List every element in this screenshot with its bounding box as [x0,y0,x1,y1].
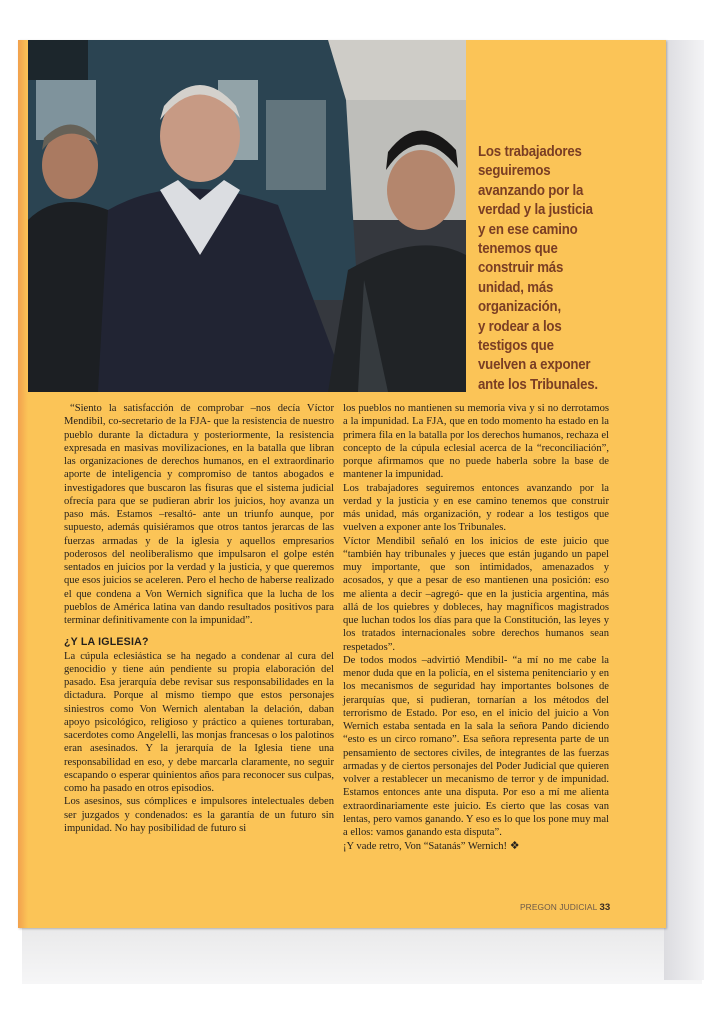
publication-name: PREGON JUDICIAL [520,902,598,912]
pull-quote-line: organización, [478,299,561,316]
news-photo [28,40,466,392]
scan-background-side [664,40,704,980]
page-footer [520,902,610,913]
right-paragraph-1: los pueblos no mantienen su memoria viva y si no derrotamos a la impunidad. La FJA, que en todo momento ha estado en la primera fila en la batalla por los derechos humanos, rechaza el concepto de la cúpula eclesial acerca de la “reconciliación”, porque afirmamos que no puede haberla sobre la base de mantener la impunidad. [343,403,609,481]
pull-quote-line: construir más [478,260,564,277]
pull-quote-line: ante los Tribunales. [478,376,598,393]
right-paragraph-2: Los trabajadores seguiremos entonces avanzando por la verdad y la justicia y en ese camino tenemos que construir más unidad, más organización, y rodear a los testigos que vuelven a exponer ante los Tribunales. [343,482,609,534]
right-paragraph-3: Víctor Mendibil señaló en los inicios de este juicio que “también hay tribunales y jueces que están jugando un papel muy importante, que son intimidados, amenazados y acosados, y que a pesar de eso mantienen una posición: eso me alienta a decir –agregó- que en la justicia argentina, más allá de los quiebres y dobleces, hay magníficos magistrados que luchan todos los días para que la Constitución, las leyes y los tratados internacionales sobre derechos humanos sean respetados”. [343,535,609,653]
left-paragraph-3: Los asesinos, sus cómplices e impulsores intelectuales deben ser juzgados y condenados: es la garantía de un futuro sin impunidad. No hay posibilidad de futuro si [64,796,334,834]
photo-illustration [28,40,466,392]
end-mark-icon: ❖ [509,839,520,853]
pull-quote-line: Los trabajadores [478,144,582,160]
page-number: 33 [599,902,611,913]
pull-quote-line: seguiremos [478,163,551,180]
scan-background [22,926,702,984]
pull-quote-line: avanzando por la [478,182,584,199]
pull-quote-line: unidad, más [478,279,554,296]
closing-line: ¡Y vade retro, Von “Satanás” Wernich! [343,841,508,853]
left-text-column [64,402,334,835]
left-paragraph-1: “Siento la satisfacción de comprobar –nos decía Víctor Mendibil, co-secretario de la FJA- que la resistencia de nuestro pueblo durante la dictadura y posteriormente, la resistencia expresada en masivas movilizaciones, en la batalla que libran las organizaciones de derechos humanos, en el extraordinario aporte de inteligencia y compromiso de tantos abogados e investigadores que buscaron las fisuras que el sistema judicial ofrecía para que se pudieran abrir los juicios, hoy avanza un paso más. Estamos –resaltó- ante un triunfo aunque, por supuesto, además quisiéramos que otros tantos jerarcas de las fuerzas armadas y de la iglesia y aquellos empresarios poderosos del neoliberalismo que impulsaron el golpe estén sentados en juicios por la verdad y la justicia, y que queremos que esos juicios se aceleren. Pero el hecho de haberse realizado el que condena a Von Wernich significa que la lucha de los pueblos de América latina van dando resultados positivos para terminar definitivamente con la impunidad”. [64,403,334,626]
pull-quote-line: tenemos que [478,241,558,258]
right-paragraph-4: De todos modos –advirtió Mendibil- “a mí no me cabe la menor duda que en la policía, en el sistema penitenciario y en los mecanismos de seguridad hay importantes bolsones de jerarquías que, si pudieran, tornarían a los métodos del terrorismo de Estado. Por eso, en el inicio del juicio a Von Wernich estaba sentada en la sala la señora Pando diciendo “esto es un circo romano”. Esa señora representa parte de un pensamiento de sectores civiles, de integrantes de las fuerzas armadas y de ciertos personajes del Poder Judicial que quieren volver a restablecer un mecanismo de terror y de impunidad. Estamos entonces ante una disputa. Por eso a mí me alienta extraordinariamente este juicio. Es cierto que las cosas van lentas, pero vamos ganando. Y eso es lo que los pone muy mal a ellos: vamos ganando esta disputa”. [343,654,609,838]
page-spine-edge [18,40,28,928]
right-paragraph-5 [343,839,609,853]
pull-quote-line: verdad y la justicia [478,202,593,219]
pull-quote-line: y en ese camino [478,221,578,238]
section-subhead: ¿Y LA IGLESIA? [64,636,149,649]
pull-quote [478,143,644,395]
pull-quote-line: y rodear a los [478,318,562,335]
right-text-column [343,402,609,854]
left-paragraph-2: La cúpula eclesiástica se ha negado a condenar al cura del genocidio y tiene aún pendiente su propia elaboración del pasado. Esa jerarquía debe revisar sus responsabilidades en la dictadura. Porque al mismo tiempo que estos personajes siniestros como Von Wernich alentaban la delación, daban apoyo psicológico, religioso y práctico a quienes torturaban, sacerdotes como Angelelli, las monjas francesas o los palotinos eran asesinados. Y la jerarquía de la Iglesia tiene una responsabilidad en eso, y debe marcarla claramente, no seguir escapando o esperar quinientos años para reconocer sus culpas, como ha pasado en otros episodios. [64,650,334,794]
pull-quote-line: testigos que [478,338,554,355]
pull-quote-line: vuelven a exponer [478,357,591,374]
